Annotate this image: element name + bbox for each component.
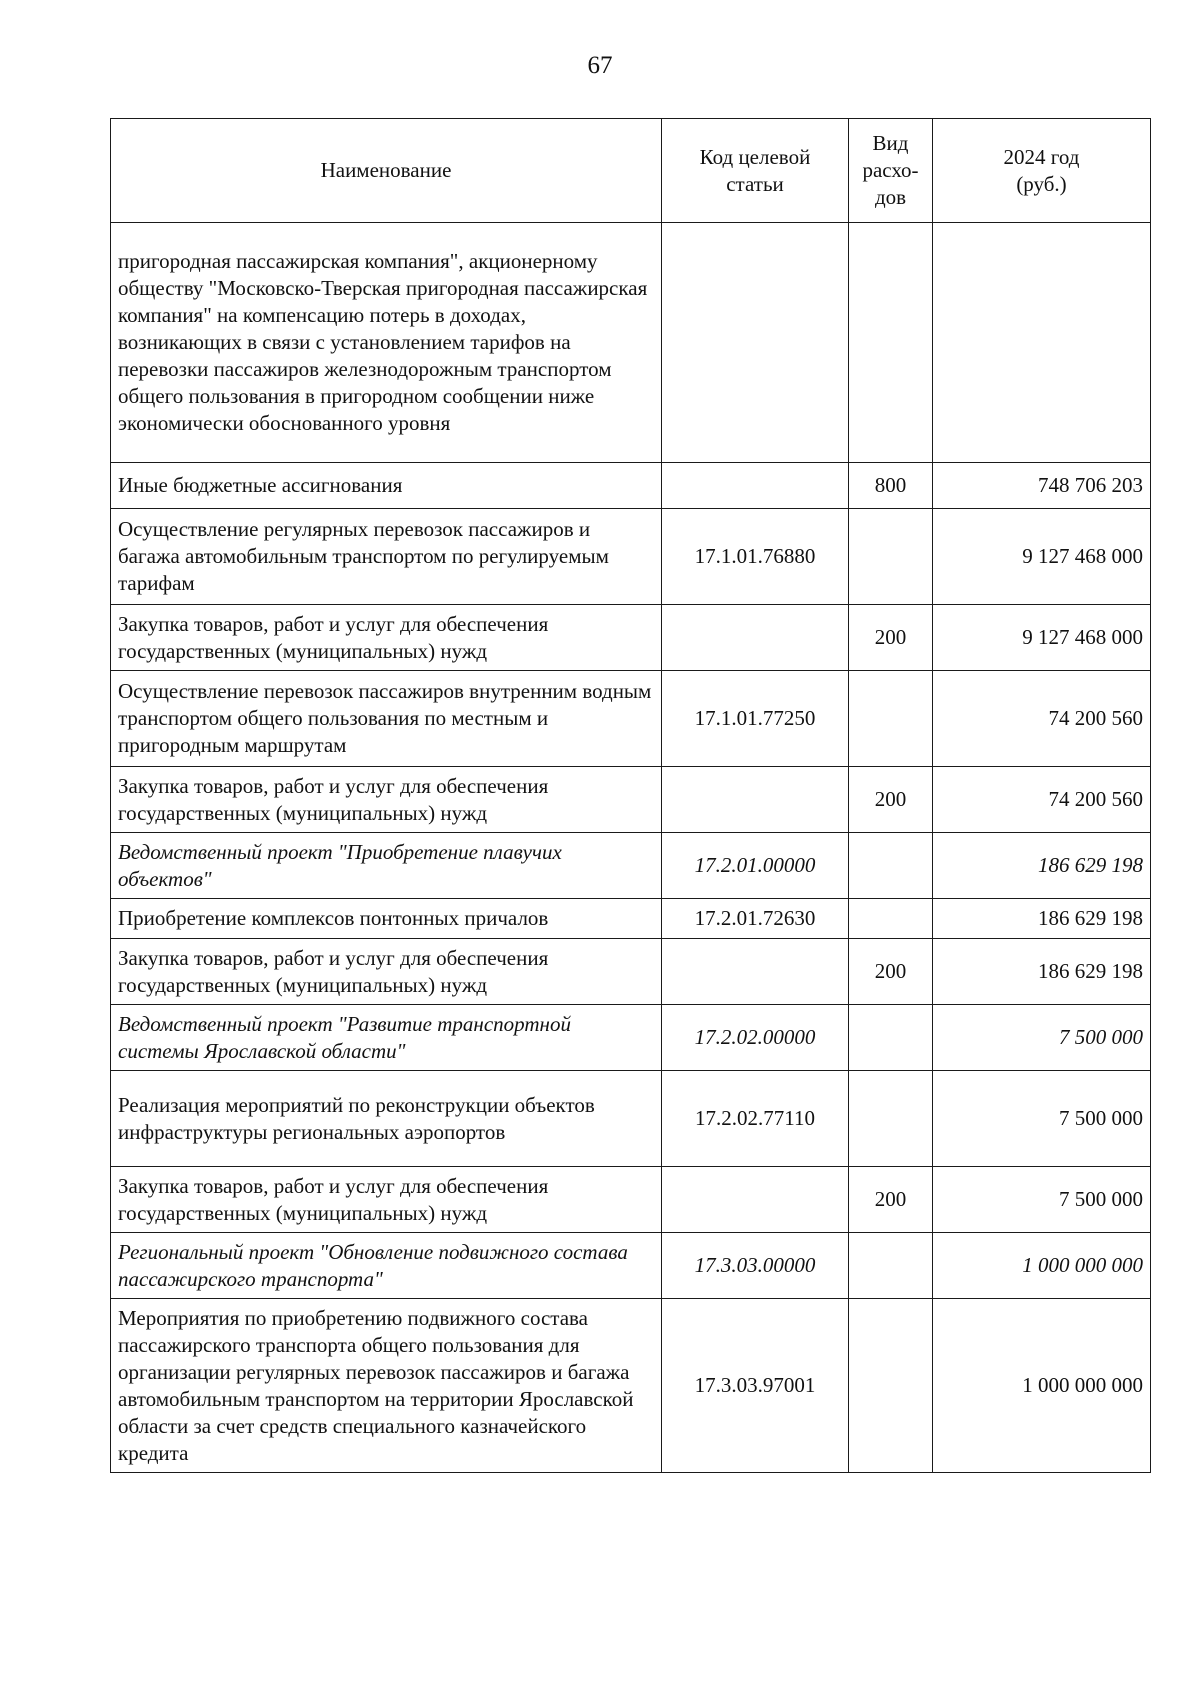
- cell-amount: 74 200 560: [933, 671, 1151, 767]
- cell-name: Ведомственный проект "Развитие транспортной системы Ярославской области": [111, 1005, 662, 1071]
- cell-name: Мероприятия по приобретению подвижного состава пассажирского транспорта общего пользования для организации регулярных перевозок пассажиров и багажа автомобильным транспортом на территории Ярославской области за счет средств специального казначейского кредита: [111, 1299, 662, 1473]
- table-row: [111, 1233, 1151, 1299]
- cell-name: Осуществление перевозок пассажиров внутренним водным транспортом общего пользования по местным и пригородным маршрутам: [111, 671, 662, 767]
- cell-code: [662, 1167, 849, 1233]
- cell-code: [662, 223, 849, 463]
- cell-code: [662, 605, 849, 671]
- table-body: [111, 223, 1151, 1473]
- cell-name: Закупка товаров, работ и услуг для обеспечения государственных (муниципальных) нужд: [111, 1167, 662, 1233]
- table-row: [111, 463, 1151, 509]
- cell-name: Ведомственный проект "Приобретение плавучих объектов": [111, 833, 662, 899]
- cell-type: [849, 223, 933, 463]
- header-type: [849, 119, 933, 223]
- header-code-line2: статьи: [726, 171, 784, 196]
- cell-code: [662, 767, 849, 833]
- table-row: [111, 605, 1151, 671]
- table-row: [111, 1299, 1151, 1473]
- cell-code: 17.2.02.77110: [662, 1071, 849, 1167]
- table-row: [111, 671, 1151, 767]
- table-row: [111, 1167, 1151, 1233]
- cell-type: [849, 1005, 933, 1071]
- cell-amount: 1 000 000 000: [933, 1233, 1151, 1299]
- cell-code: 17.2.01.00000: [662, 833, 849, 899]
- cell-name: Закупка товаров, работ и услуг для обеспечения государственных (муниципальных) нужд: [111, 939, 662, 1005]
- cell-name: Иные бюджетные ассигнования: [111, 463, 662, 509]
- cell-type: 200: [849, 605, 933, 671]
- cell-amount: 748 706 203: [933, 463, 1151, 509]
- cell-name: Приобретение комплексов понтонных причалов: [111, 899, 662, 939]
- table-row: [111, 1005, 1151, 1071]
- cell-code: 17.2.02.00000: [662, 1005, 849, 1071]
- table-row: [111, 899, 1151, 939]
- cell-amount: 7 500 000: [933, 1005, 1151, 1071]
- table-row: [111, 939, 1151, 1005]
- cell-type: [849, 1233, 933, 1299]
- cell-type: [849, 1299, 933, 1473]
- budget-table: [110, 118, 1151, 1473]
- header-amount-line2: (руб.): [1016, 171, 1067, 196]
- header-amount: [933, 119, 1151, 223]
- cell-name: пригородная пассажирская компания", акционерному обществу "Московско-Тверская пригородная пассажирская компания" на компенсацию потерь в доходах, возникающих в связи с установлением тарифов на перевозки пассажиров железнодорожным транспортом общего пользования в пригородном сообщении ниже экономически обоснованного уровня: [111, 223, 662, 463]
- cell-amount: 1 000 000 000: [933, 1299, 1151, 1473]
- header-name: [111, 119, 662, 223]
- cell-code: [662, 463, 849, 509]
- page-number: 67: [587, 52, 613, 79]
- cell-name: Закупка товаров, работ и услуг для обеспечения государственных (муниципальных) нужд: [111, 767, 662, 833]
- cell-amount: 74 200 560: [933, 767, 1151, 833]
- table-row: [111, 1071, 1151, 1167]
- cell-type: [849, 1071, 933, 1167]
- cell-type: [849, 509, 933, 605]
- cell-type: [849, 899, 933, 939]
- cell-amount: 186 629 198: [933, 939, 1151, 1005]
- cell-amount: 7 500 000: [933, 1071, 1151, 1167]
- header-type-line1: Вид: [872, 131, 909, 155]
- table-header: [111, 119, 1151, 223]
- cell-amount: 7 500 000: [933, 1167, 1151, 1233]
- cell-amount: 186 629 198: [933, 899, 1151, 939]
- cell-code: 17.1.01.76880: [662, 509, 849, 605]
- cell-type: 800: [849, 463, 933, 509]
- cell-code: 17.1.01.77250: [662, 671, 849, 767]
- cell-code: 17.3.03.97001: [662, 1299, 849, 1473]
- cell-code: 17.2.01.72630: [662, 899, 849, 939]
- cell-type: [849, 833, 933, 899]
- cell-code: 17.3.03.00000: [662, 1233, 849, 1299]
- table-row: [111, 509, 1151, 605]
- header-type-line2: расхо-: [862, 158, 919, 182]
- cell-type: 200: [849, 767, 933, 833]
- cell-name: Региональный проект "Обновление подвижного состава пассажирского транспорта": [111, 1233, 662, 1299]
- cell-amount: 9 127 468 000: [933, 509, 1151, 605]
- cell-name: Реализация мероприятий по реконструкции объектов инфраструктуры региональных аэропортов: [111, 1071, 662, 1167]
- header-code-line1: Код целевой: [699, 144, 811, 169]
- table-row: [111, 767, 1151, 833]
- cell-amount: [933, 223, 1151, 463]
- cell-type: 200: [849, 939, 933, 1005]
- cell-type: 200: [849, 1167, 933, 1233]
- cell-name: Закупка товаров, работ и услуг для обеспечения государственных (муниципальных) нужд: [111, 605, 662, 671]
- header-type-line3: дов: [874, 185, 907, 209]
- header-code: [662, 119, 849, 223]
- cell-amount: 9 127 468 000: [933, 605, 1151, 671]
- cell-code: [662, 939, 849, 1005]
- header-amount-line1: 2024 год: [1003, 144, 1080, 169]
- header-name-label: Наименование: [320, 158, 452, 182]
- table-row: [111, 223, 1151, 463]
- cell-name: Осуществление регулярных перевозок пассажиров и багажа автомобильным транспортом по регулируемым тарифам: [111, 509, 662, 605]
- cell-type: [849, 671, 933, 767]
- table-row: [111, 833, 1151, 899]
- cell-amount: 186 629 198: [933, 833, 1151, 899]
